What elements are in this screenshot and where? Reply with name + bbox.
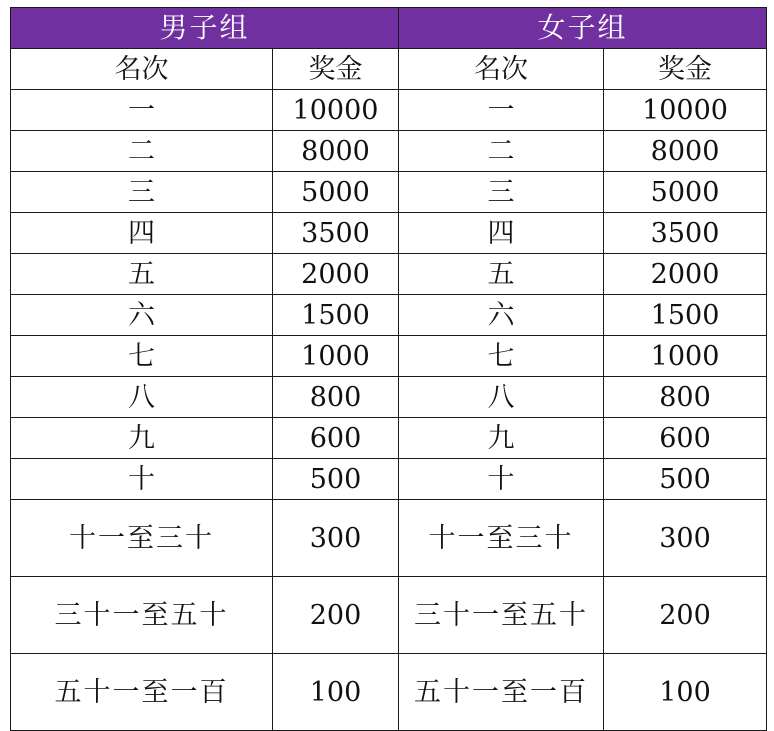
men-prize-cell: 300 [273,500,399,577]
men-prize-cell: 200 [273,577,399,654]
men-rank-cell: 九 [11,418,273,459]
women-prize-cell: 8000 [604,131,767,172]
table-row [11,377,767,418]
women-rank-cell: 二 [399,131,604,172]
men-rank-header: 名次 [11,49,273,90]
men-prize-cell: 500 [273,459,399,500]
men-prize-cell: 100 [273,654,399,731]
women-rank-cell: 十一至三十 [399,500,604,577]
women-prize-cell: 600 [604,418,767,459]
men-rank-cell: 十 [11,459,273,500]
men-prize-cell: 600 [273,418,399,459]
men-prize-cell: 1500 [273,295,399,336]
men-prize-cell: 8000 [273,131,399,172]
women-rank-cell: 十 [399,459,604,500]
men-rank-cell: 五 [11,254,273,295]
men-rank-cell: 三 [11,172,273,213]
women-rank-cell: 三十一至五十 [399,577,604,654]
table-row [11,577,767,654]
women-prize-cell: 5000 [604,172,767,213]
women-rank-cell: 八 [399,377,604,418]
men-prize-cell: 800 [273,377,399,418]
men-rank-cell: 二 [11,131,273,172]
men-prize-cell: 3500 [273,213,399,254]
women-prize-header: 奖金 [604,49,767,90]
men-prize-cell: 5000 [273,172,399,213]
men-rank-cell: 六 [11,295,273,336]
women-prize-cell: 300 [604,500,767,577]
table-row [11,90,767,131]
men-prize-cell: 1000 [273,336,399,377]
table-row [11,459,767,500]
women-rank-cell: 七 [399,336,604,377]
women-prize-cell: 100 [604,654,767,731]
women-prize-cell: 1000 [604,336,767,377]
men-rank-cell: 四 [11,213,273,254]
table-row [11,131,767,172]
men-prize-cell: 10000 [273,90,399,131]
women-prize-cell: 800 [604,377,767,418]
women-rank-cell: 四 [399,213,604,254]
prize-table-container [10,7,767,731]
prize-table [10,7,767,731]
table-row [11,336,767,377]
men-prize-header: 奖金 [273,49,399,90]
men-rank-cell: 三十一至五十 [11,577,273,654]
table-row [11,500,767,577]
men-rank-cell: 八 [11,377,273,418]
table-row [11,254,767,295]
women-rank-cell: 一 [399,90,604,131]
women-prize-cell: 3500 [604,213,767,254]
table-row [11,654,767,731]
women-prize-cell: 1500 [604,295,767,336]
men-rank-cell: 五十一至一百 [11,654,273,731]
women-group-header: 女子组 [399,8,767,49]
men-prize-cell: 2000 [273,254,399,295]
women-prize-cell: 200 [604,577,767,654]
group-header-row [11,8,767,49]
table-row [11,418,767,459]
men-rank-cell: 一 [11,90,273,131]
table-row [11,213,767,254]
women-rank-cell: 五十一至一百 [399,654,604,731]
women-rank-cell: 九 [399,418,604,459]
men-group-header: 男子组 [11,8,399,49]
women-prize-cell: 2000 [604,254,767,295]
women-rank-cell: 五 [399,254,604,295]
women-rank-cell: 六 [399,295,604,336]
table-row [11,295,767,336]
column-header-row [11,49,767,90]
table-row [11,172,767,213]
women-prize-cell: 500 [604,459,767,500]
women-rank-header: 名次 [399,49,604,90]
men-rank-cell: 七 [11,336,273,377]
men-rank-cell: 十一至三十 [11,500,273,577]
women-rank-cell: 三 [399,172,604,213]
women-prize-cell: 10000 [604,90,767,131]
